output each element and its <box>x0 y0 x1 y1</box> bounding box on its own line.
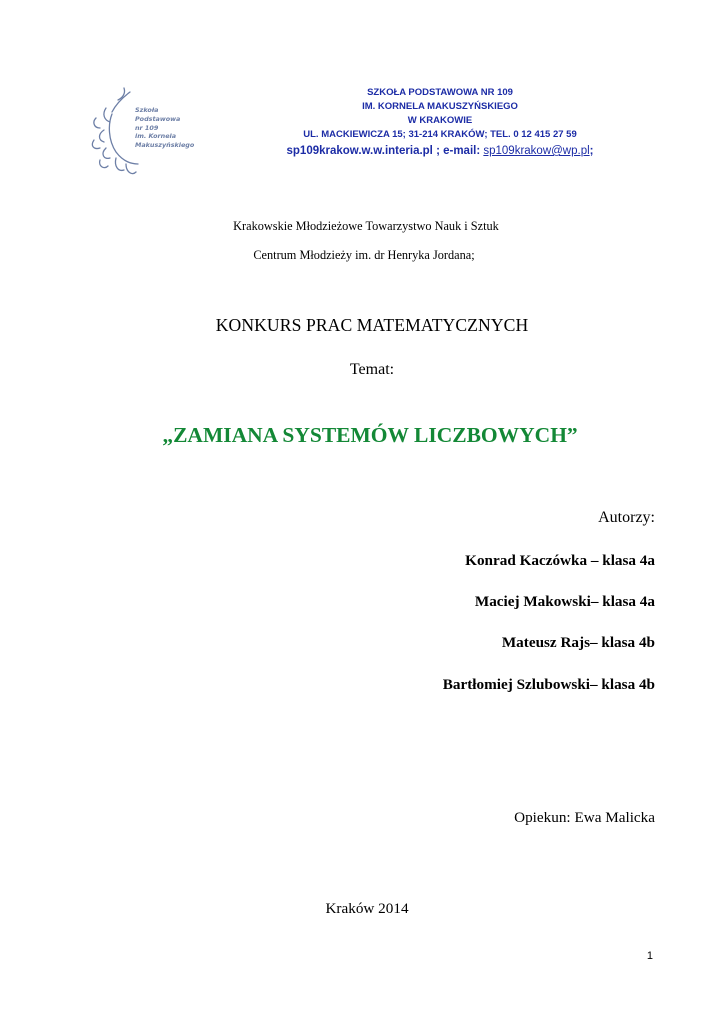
school-logo <box>86 84 202 180</box>
author-item: Mateusz Rajs– klasa 4b <box>501 634 655 651</box>
logo-line: im. Kornela <box>135 132 177 141</box>
letterhead <box>230 86 650 159</box>
school-city: W KRAKOWIE <box>407 115 473 126</box>
organizer-line-2: Centrum Młodzieży im. dr Henryka Jordana; <box>253 248 475 262</box>
school-contact <box>230 143 650 159</box>
page-number: 1 <box>646 950 653 962</box>
organizer-line-1: Krakowskie Młodzieżowe Towarzystwo Nauk i Sztuk <box>233 219 499 233</box>
website-text: sp109krakow.w.w.interia.pl ; e-mail: <box>286 145 484 157</box>
author-item: Maciej Makowski– klasa 4a <box>474 593 655 610</box>
document-title: „ZAMIANA SYSTEMÓW LICZBOWYCH” <box>162 423 578 447</box>
supervisor: Opiekun: Ewa Malicka <box>514 809 655 826</box>
authors-label: Autorzy: <box>598 509 655 526</box>
contact-suffix: ; <box>589 145 594 157</box>
logo-line: Makuszyńskiego <box>135 141 195 150</box>
school-patron: IM. KORNELA MAKUSZYŃSKIEGO <box>362 101 518 112</box>
logo-line: Podstawowa <box>135 114 181 123</box>
author-item: Konrad Kaczówka – klasa 4a <box>465 552 655 569</box>
email-link[interactable]: sp109krakow@wp.pl <box>483 145 590 157</box>
topic-label: Temat: <box>349 361 395 378</box>
logo-line: nr 109 <box>135 123 159 132</box>
logo-lettering <box>135 106 205 150</box>
school-name: SZKOŁA PODSTAWOWA NR 109 <box>367 87 513 98</box>
logo-line: Szkoła <box>135 106 159 114</box>
author-item: Bartłomiej Szlubowski– klasa 4b <box>442 676 655 693</box>
school-address: UL. MACKIEWICZA 15; 31-214 KRAKÓW; TEL. 0 12 415 27 59 <box>303 129 577 140</box>
contest-heading: KONKURS PRAC MATEMATYCZNYCH <box>215 315 529 335</box>
place-and-year: Kraków 2014 <box>325 900 409 917</box>
